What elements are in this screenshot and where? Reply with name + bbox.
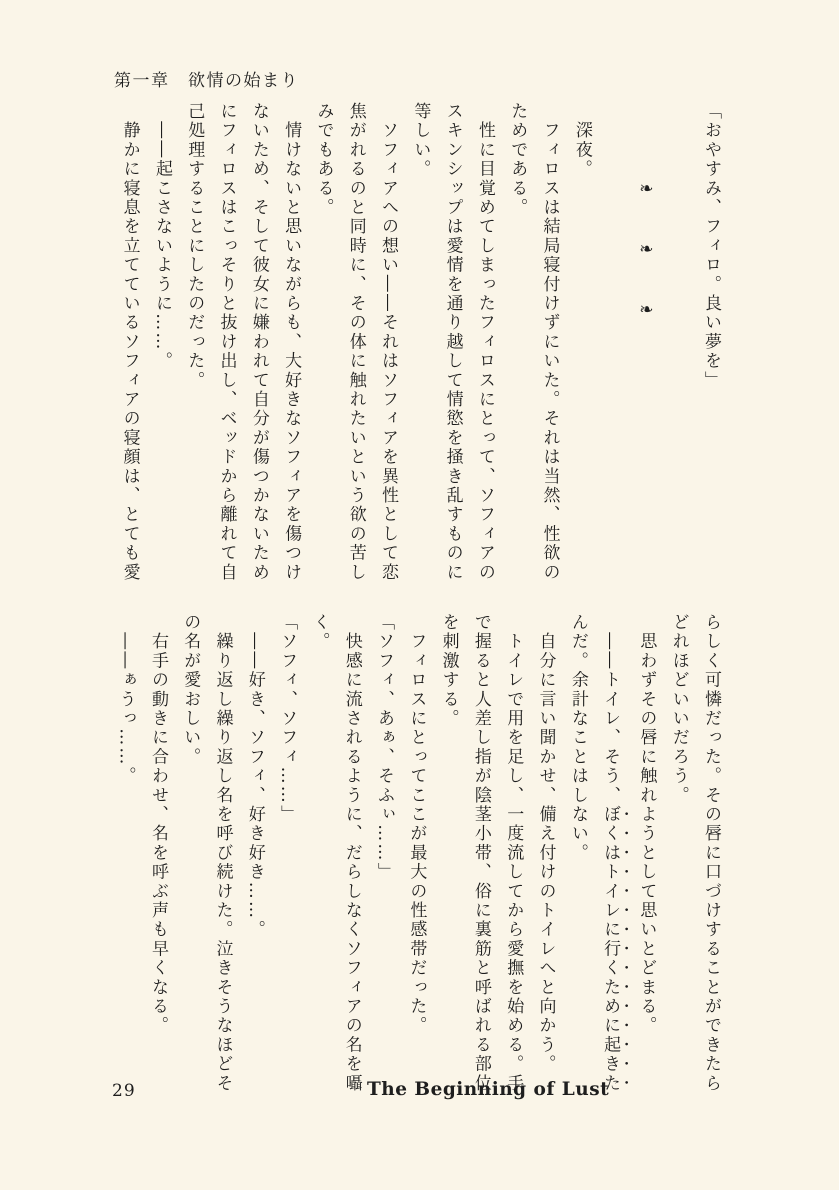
text-line: んだ。余計なことはしない。 bbox=[567, 613, 588, 863]
text-line: 深夜。 bbox=[571, 102, 592, 179]
text-line: ためである。 bbox=[507, 102, 528, 218]
text-line: フィロスは結局寝付けずにいた。それは当然、性欲の bbox=[539, 102, 560, 582]
text-line: スキンシップは愛情を通り越して情慾を掻き乱すものに bbox=[442, 102, 463, 582]
text-line: ――起こさないように……。 bbox=[151, 102, 172, 371]
text-line bbox=[662, 102, 694, 588]
text-band-bottom bbox=[113, 613, 727, 1099]
text-line: みでもある。 bbox=[313, 102, 334, 218]
page-number: 29 bbox=[112, 1081, 136, 1101]
text-line: どれほどいいだろう。 bbox=[668, 613, 689, 805]
text-line: 右手の動きに合わせ、名を呼ぶ声も早くなる。 bbox=[147, 613, 168, 1036]
text-line: く。 bbox=[309, 613, 330, 652]
text-segment: ――トイレ、そう、 bbox=[600, 613, 621, 805]
text-line: で握ると人差し指が陰茎小帯、俗に裏筋と呼ばれる部位 bbox=[470, 613, 491, 1093]
text-band-top bbox=[113, 102, 727, 588]
text-line: 情けないと思いながらも、大好きなソフィアを傷つけ bbox=[281, 102, 302, 582]
text-line: 繰り返し繰り返し名を呼び続けた。泣きそうなほどそ bbox=[212, 613, 233, 1093]
text-line: 快感に流されるように、だらしなくソフィアの名を囁 bbox=[341, 613, 362, 1093]
text-line: 「ソフィ、ソフィ……」 bbox=[277, 613, 298, 825]
text-line: 「おやすみ、フィロ。良い夢を」 bbox=[701, 102, 721, 390]
text-line: にフィロスはこっそりと抜け出し、ベッドから離れて自 bbox=[216, 102, 237, 582]
text-line: ないため、そして彼女に嫌われて自分が傷つかないため bbox=[248, 102, 269, 582]
emphasized-text: ぼくはトイレに行くために起きた bbox=[600, 805, 621, 1093]
text-line: 己処理することにしたのだった。 bbox=[184, 102, 205, 390]
text-line: ソフィアへの想い――それはソフィアを異性として恋 bbox=[378, 102, 399, 582]
text-line: を刺激する。 bbox=[438, 613, 459, 729]
running-title: The Beginning of Lust bbox=[367, 1079, 610, 1100]
text-line: 思わずその唇に触れようとして思いとどまる。 bbox=[636, 613, 657, 1036]
text-line: 性に目覚めてしまったフィロスにとって、ソフィアの bbox=[474, 102, 495, 582]
text-line: ――ぁうっ……。 bbox=[115, 613, 136, 786]
text-line: 静かに寝息を立てているソフィアの寝顔は、とても愛 bbox=[119, 102, 140, 582]
text-line bbox=[598, 102, 630, 588]
text-line: 等しい。 bbox=[410, 102, 431, 179]
ornament-line: ❧ ❧ ❧ bbox=[636, 102, 657, 323]
text-line: らしく可憐だった。その唇に口づけすることができたら bbox=[701, 613, 721, 1093]
text-line bbox=[594, 613, 630, 1099]
chapter-title: 第一章 欲情の始まり bbox=[114, 71, 299, 91]
text-line: 焦がれるのと同時に、その体に触れたいという欲の苦し bbox=[345, 102, 366, 582]
text-line: 自分に言い聞かせ、備え付けのトイレへと向かう。 bbox=[535, 613, 556, 1074]
text-line: の名が愛おしい。 bbox=[180, 613, 201, 767]
text-line: フィロスにとってここが最大の性感帯だった。 bbox=[406, 613, 427, 1036]
text-line: ――好き、ソフィ、好き好き……。 bbox=[244, 613, 265, 940]
text-line: トイレで用を足し、一度流してから愛撫を始める。手 bbox=[503, 613, 524, 1093]
text-line: 「ソフィ、あぁ、そふぃ……」 bbox=[374, 613, 395, 882]
